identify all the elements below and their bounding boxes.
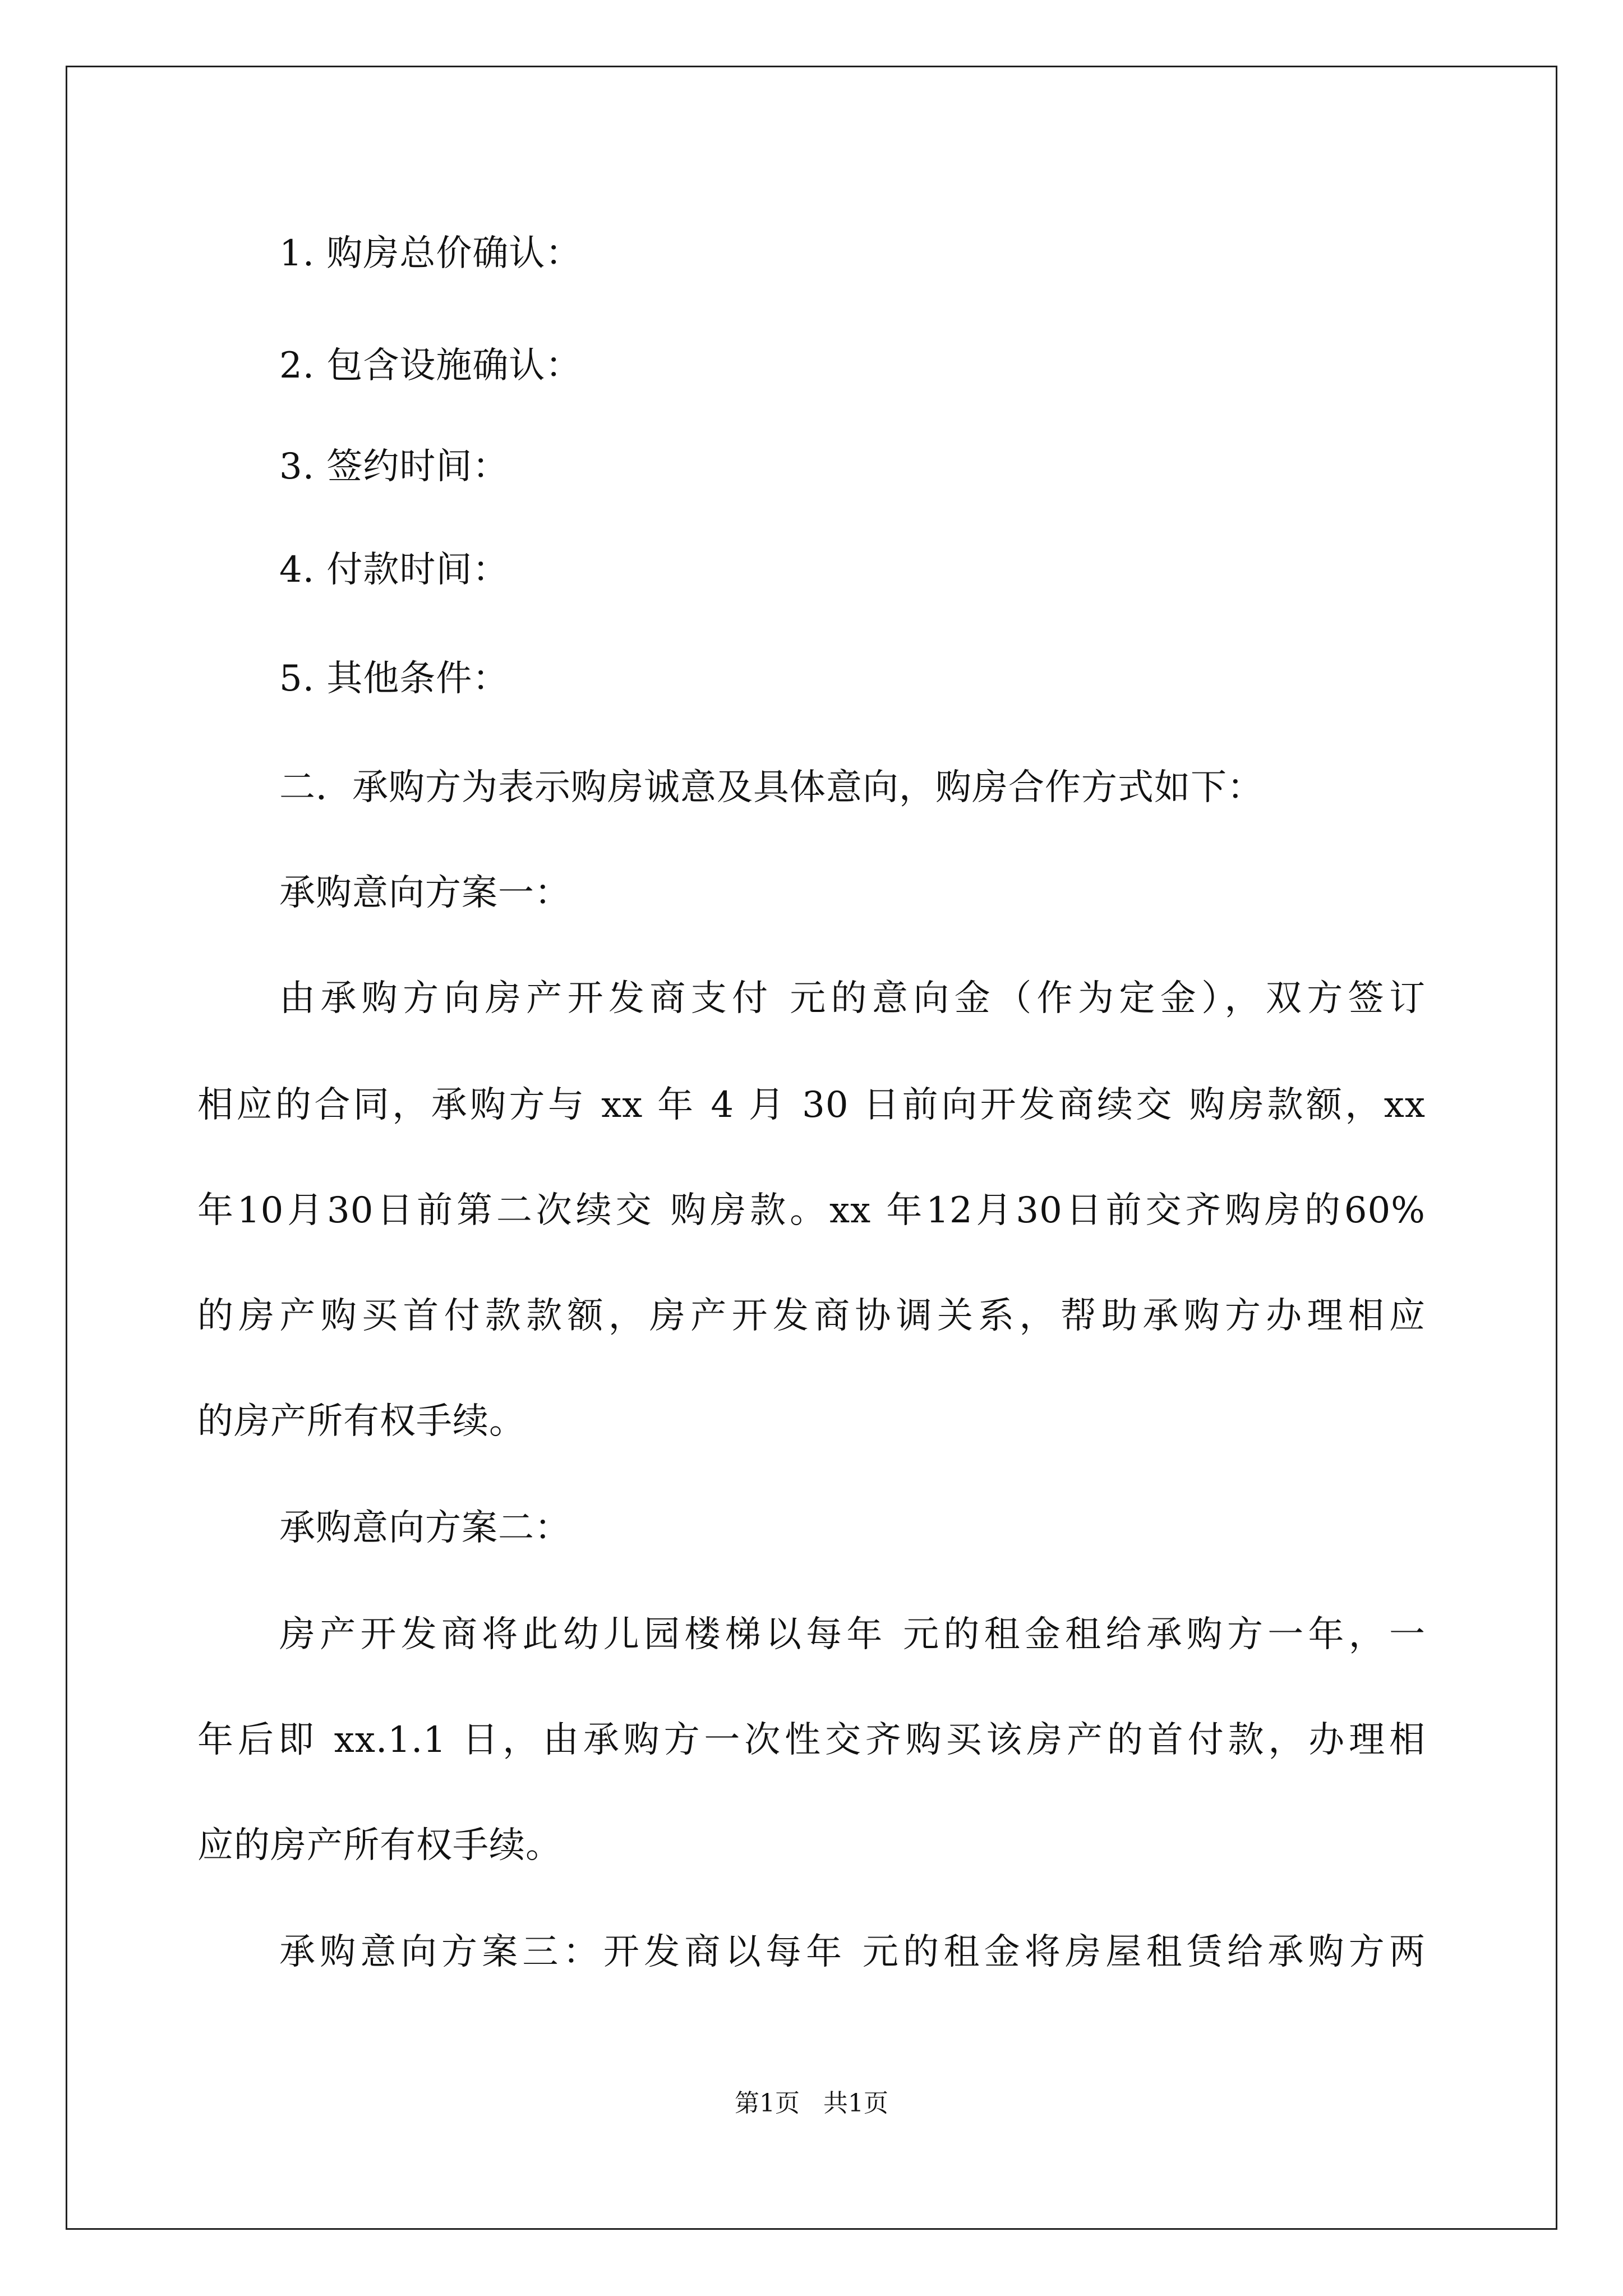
plan-two-paragraph-line: 应的房产所有权手续。 <box>197 1825 562 1866</box>
plan-three-paragraph-line: 承购意向方案三：开发商以每年 元的租金将房屋租赁给承购方两 <box>279 1931 1426 1973</box>
section-two-heading: 二．承购方为表示购房诚意及具体意向，购房合作方式如下： <box>279 767 1264 808</box>
item-facilities-confirmation: 2. 包含设施确认： <box>279 345 582 386</box>
plan-two-paragraph-line: 房产开发商将此幼儿园楼梯以每年 元的租金租给承购方一年，一 <box>279 1614 1426 1655</box>
plan-one-paragraph-line: 由承购方向房产开发商支付 元的意向金（作为定金），双方签订 <box>279 978 1426 1019</box>
plan-one-paragraph-line: 相应的合同，承购方与 xx 年 4 月 30 日前向开发商续交 购房款额，xx <box>197 1084 1426 1126</box>
page-number-footer: 第1页 共1页 <box>735 2089 888 2118</box>
plan-one-heading: 承购意向方案一： <box>279 872 571 914</box>
item-payment-time: 4. 付款时间： <box>279 549 509 591</box>
plan-one-paragraph-line: 的房产购买首付款款额，房产开发商协调关系，帮助承购方办理相应 <box>197 1295 1426 1337</box>
plan-two-heading: 承购意向方案二： <box>279 1507 571 1549</box>
plan-one-paragraph-line: 的房产所有权手续。 <box>197 1401 525 1442</box>
item-other-conditions: 5. 其他条件： <box>279 658 509 700</box>
plan-two-paragraph-line: 年后即 xx.1.1 日，由承购方一次性交齐购买该房产的首付款，办理相 <box>197 1719 1426 1761</box>
item-total-price-confirmation: 1. 购房总价确认： <box>279 233 582 274</box>
plan-one-paragraph-line: 年10月30日前第二次续交 购房款。xx 年12月30日前交齐购房的60% <box>197 1190 1426 1231</box>
page-border <box>66 66 1557 2230</box>
item-signing-time: 3. 签约时间： <box>279 446 509 487</box>
